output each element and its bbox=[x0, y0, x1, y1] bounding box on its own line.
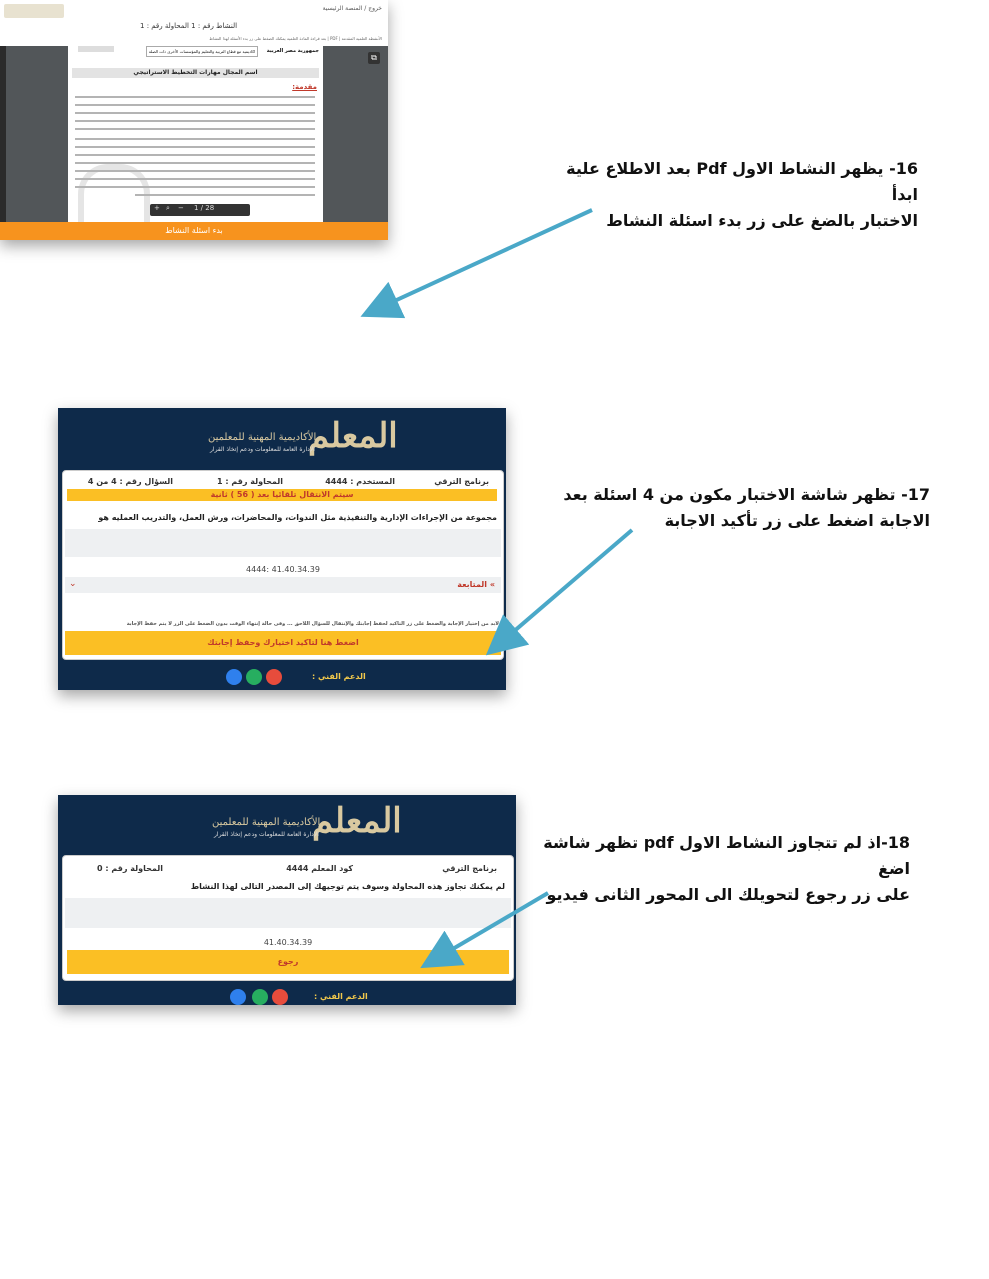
arrow-step-17 bbox=[498, 530, 632, 645]
caption-17-line-2: الاجابة اضغط على زر تأكيد الاجابة bbox=[664, 511, 930, 530]
arrow-step-16 bbox=[375, 210, 592, 310]
question-number: السؤال رقم : 4 من 4 bbox=[87, 477, 173, 486]
logo-subtitle-2: الإدارة العامة للمعلومات ودعم إتخاذ القرار bbox=[210, 446, 315, 453]
confirm-answer-button[interactable]: اضغط هنا لتاكيد اختيارك وحفظ إجابتك bbox=[65, 631, 501, 655]
logo-subtitle-2: الإدارة العامة للمعلومات ودعم إتخاذ القرار bbox=[214, 831, 319, 838]
followup-link[interactable]: » المتابعة bbox=[457, 580, 495, 589]
timer-bar: سيتم الانتقال تلقائيا بعد ( 56 ) ثانية bbox=[67, 489, 497, 501]
page-title: النشاط رقم : 1 المحاولة رقم : 1 bbox=[140, 22, 238, 30]
program-label: برنامج الترقي bbox=[442, 864, 497, 873]
breadcrumb[interactable]: خروج / المنصة الرئيسية bbox=[322, 5, 382, 12]
question-text: مجموعة من الإجراءات الإدارية والتنفيذية مثل الندوات، والمحاضرات، ورش العمل، والتدريب العمليه هو bbox=[98, 513, 497, 522]
support-label: الدعم الفني : bbox=[314, 992, 368, 1001]
program-label: برنامج الترقي bbox=[434, 477, 489, 486]
caption-17-line-1: 17- تظهر شاشة الاختبار مكون من 4 اسئلة بعد bbox=[563, 485, 930, 504]
page-indicator[interactable]: 1 / 28 bbox=[194, 204, 215, 212]
back-button[interactable]: رجوع bbox=[67, 950, 509, 974]
zoom-out-icon[interactable]: − bbox=[178, 204, 184, 212]
logo-subtitle: الأكاديمية المهنية للمعلمين bbox=[208, 432, 317, 443]
result-message: لم يمكنك تجاوز هذه المحاولة وسوف يتم توجيهك إلى المصدر التالى لهذا النشاط bbox=[190, 882, 505, 891]
logo-text: المعلم bbox=[312, 801, 402, 841]
start-questions-button[interactable]: بدء اسئلة النشاط bbox=[0, 222, 388, 240]
teacher-code: كود المعلم 4444 bbox=[286, 864, 353, 873]
doc-header: اكاديمية مع قطاع التربية والتعليم والمؤسسات الأخرى ذات الصلة bbox=[146, 46, 258, 57]
attempt-label: المحاولة رقم : 1 bbox=[217, 477, 283, 486]
attempt-label: المحاولة رقم : 0 bbox=[97, 864, 163, 873]
chevron-down-icon[interactable]: ⌄ bbox=[69, 579, 77, 589]
caption-16-line-2: الاختبار بالضغ على زر بدء اسئلة النشاط bbox=[606, 211, 918, 230]
logo-text: المعلم bbox=[308, 416, 398, 456]
arrow-step-18 bbox=[434, 893, 548, 960]
instruction-note: لابد من إختيار الإجابة والضغط على زر التأكيد لحفظ إجابتك والإنتقال للسؤال اللاحق ... وفى حالة إنتهاء الوقت بدون الضغط على الزر لا يتم حفظ الإجابة bbox=[126, 621, 499, 627]
open-external-icon[interactable]: ⧉ bbox=[368, 52, 380, 64]
ip-address: 41.40.34.39 bbox=[263, 938, 313, 947]
intro-label: مقدمة: bbox=[292, 83, 317, 91]
user-label: المستخدم : 4444 bbox=[325, 477, 395, 486]
search-icon[interactable]: ⌕ bbox=[166, 204, 170, 212]
pdf-heading: اسم المجال مهارات التخطيط الاستراتيجي bbox=[72, 68, 319, 78]
republic-text: جمهورية مصر العربية bbox=[266, 48, 319, 54]
caption-18-line-1: 18-اذ لم تتجاوز النشاط الاول pdf تظهر شاشة اضغ bbox=[543, 833, 910, 878]
logo-subtitle: الأكاديمية المهنية للمعلمين bbox=[212, 817, 321, 828]
caption-16-line-1: 16- يظهر النشاط الاول Pdf بعد الاطلاع علية ابدأ bbox=[566, 159, 918, 204]
ip-address: 41.40.34.39 :4444 bbox=[246, 565, 320, 574]
notice-text: الأنشطة العلمية المقدمة | PDF | بعد قراءة المادة العلمية يمكنك الضغط على زر بدء الأسئلة لهذا النشاط bbox=[209, 36, 382, 41]
caption-18-line-2: على زر رجوع لتحويلك الى المحور الثانى فيديو bbox=[546, 885, 910, 904]
zoom-in-icon[interactable]: + bbox=[154, 204, 160, 212]
support-label: الدعم الفني : bbox=[312, 672, 366, 681]
